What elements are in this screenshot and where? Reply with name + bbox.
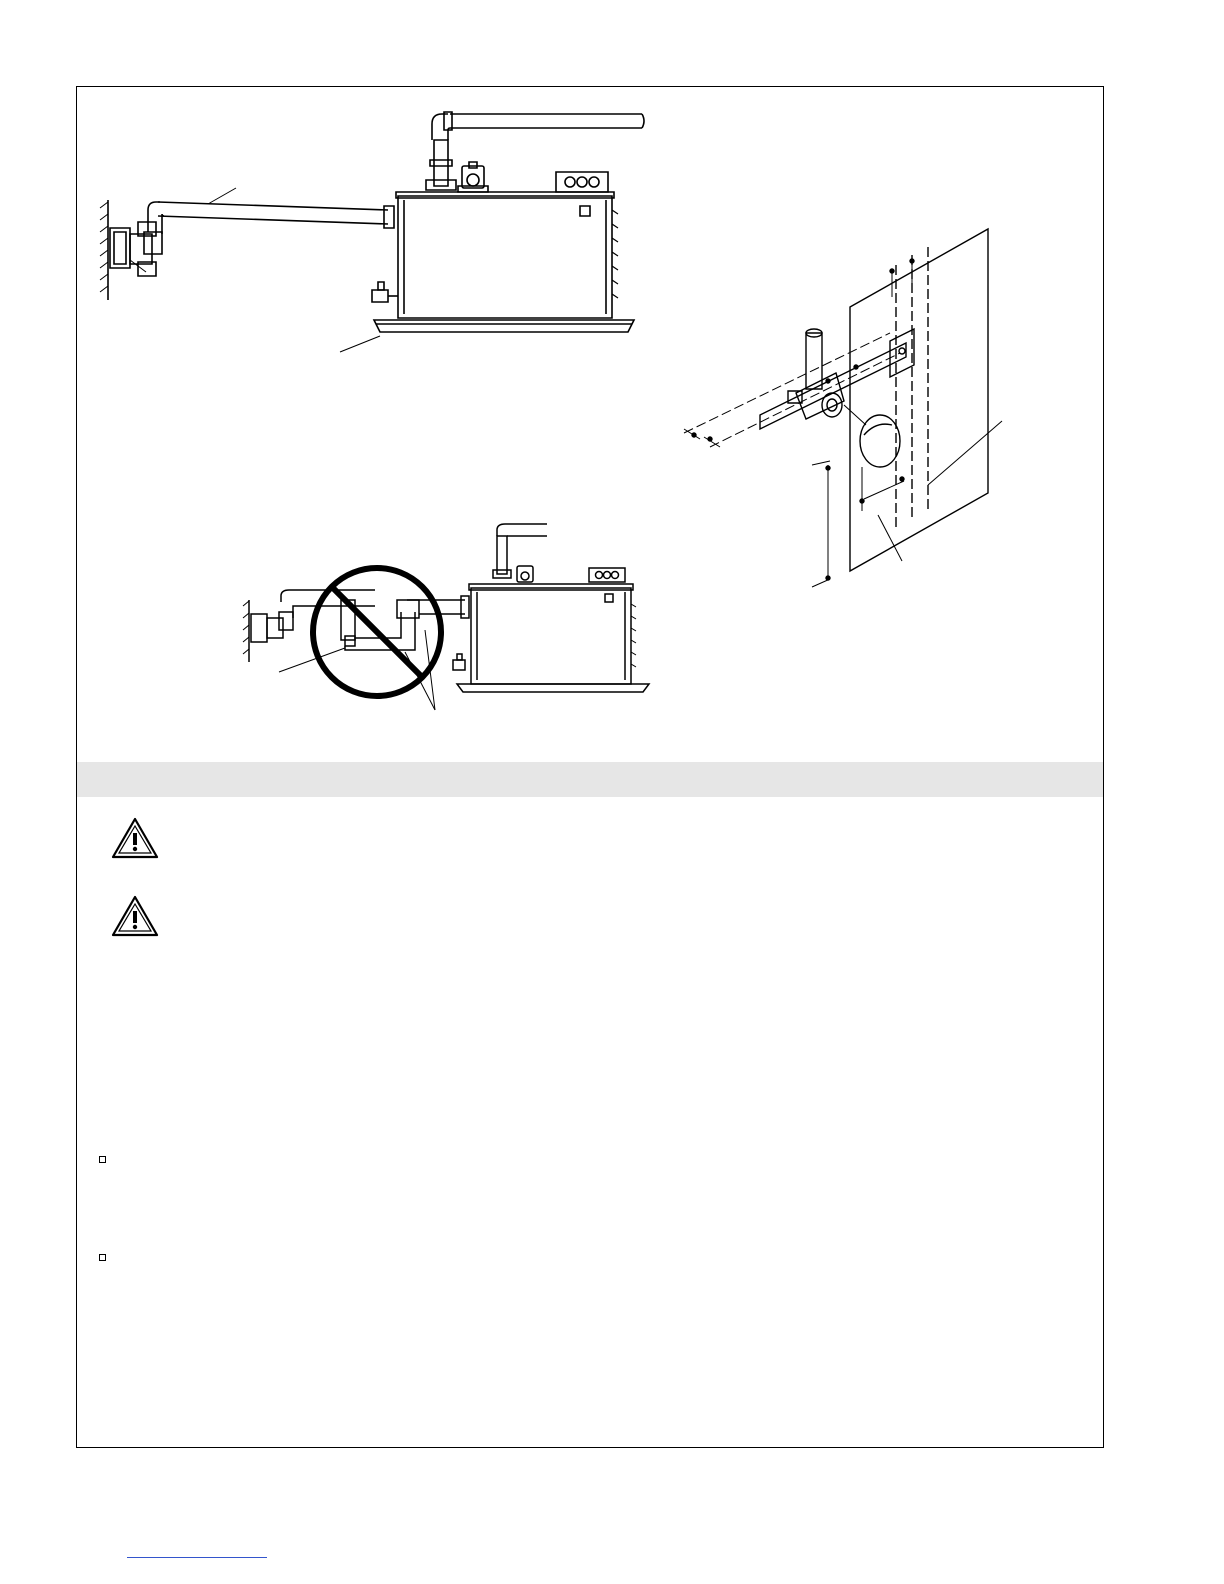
checkbox-icon[interactable] (99, 1156, 106, 1163)
section-header-band (77, 762, 1103, 797)
figure-mount-bracket (680, 225, 1020, 595)
footer-link-underline[interactable] (127, 1557, 267, 1559)
figure-correct-install (90, 100, 650, 370)
warning-triangle-icon (110, 816, 160, 860)
checkbox-icon[interactable] (99, 1254, 106, 1261)
warning-triangle-icon (110, 894, 160, 938)
figure-incorrect-install (235, 520, 655, 715)
